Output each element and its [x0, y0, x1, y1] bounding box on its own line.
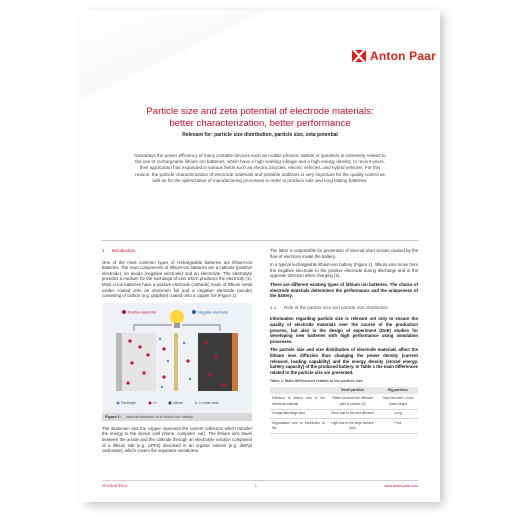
document-title: [108, 106, 412, 130]
intro-paragraph-1: One of the most common types of rechargeable batteries are lithium-ion batteries. The main components of lithium-ion batteries are a cathode (positive electrode), an anode (negative electrode) and an electrolyte. The electrolyte provides a medium for the exchange of ions which produces the electricity (1). Most Li-ion batteries have a positive electrode (cathode) made of lithium metal oxides coated onto an aluminum foil and a negative electrode (anode) consisting of carbon (e.g. graphite) coated onto a copper foil (Figure 1).: [102, 259, 252, 299]
right-paragraph-5: The particle size and size distribution of electrode materials affect the lithium ions diffusion thus changing the power density (current released, loading capability) and the energy density (stored energy, battery capacity) of the produced battery. In Table 1 the main differences related to the particle size are presented.: [270, 347, 418, 375]
copper-collector: [232, 333, 238, 391]
intro-paragraph-2: The aluminum and the copper represent the current collectors which transfer the energy to the device (cell phone, computer, car). The lithium ions travel between the anode and the cathode through an electrolyte solution composed of a lithium salt (e.g. LiPF6) dissolved in an organic solvent (e.g. diethyl carbonate), which covers the separator membrane.: [102, 425, 252, 454]
title-line-2: better characterization, better performance: [169, 118, 351, 129]
figure-1: [102, 303, 252, 413]
brand-name: Anton Paar: [370, 49, 437, 63]
key-metal-oxide: Li metal oxide: [199, 400, 219, 405]
key-lithium: Lithium: [173, 400, 184, 405]
page-corner-shading: [80, 10, 270, 100]
abstract: Nowadays the power efficiency of many portable devices such as mobile phones, tablets or speakers is extremely related to the use of rechargeable lithium-ion batteries, which have a high working voltage and a high energy density. In recent years, their application has expanded in various fields such as electric bicycles, electric vehicles, and hybrid vehicles. For this reason, the particle characterization of electrode materials and possible additives is very important for the quality control as well as for the optimization of manufacturing processes in order to produce safe and long lasting batteries.: [134, 153, 386, 183]
footer-page-number: 1: [254, 484, 257, 488]
table-header-cell: [270, 387, 327, 395]
right-paragraph-2: In a typical rechargeable lithium-ion battery (Figure 1), lithium ions move from the negative electrode to the positive electrode during discharge and in the opposite direction when charging (2).: [270, 262, 418, 279]
brand-logo: [352, 49, 436, 63]
section-heading: [102, 248, 252, 254]
table-header-cell: Small particles: [327, 387, 378, 395]
legend-positive: Positive electrode: [128, 310, 157, 315]
subsection-title: Role of the particle size and particle size distribution: [284, 304, 388, 310]
particle-size-table: [270, 387, 418, 435]
table-row: [270, 394, 418, 409]
key-electrolyte: Electrolyte: [121, 400, 136, 405]
figure-caption-text: Internal structure of a lithium-ion battery: [126, 414, 193, 419]
relevant-for: Relevant for: particle size distribution, particle size, zeta potential: [182, 132, 338, 138]
left-column: [102, 248, 252, 457]
table-header-cell: Big particles: [378, 387, 418, 395]
right-paragraph-3: There are different existing types of lithium ion batteries. The choice of electrode materials determines the performance and the uniqueness of the battery.: [270, 281, 418, 299]
footer-divider: [102, 480, 418, 481]
table-row: [270, 409, 418, 419]
table-cell: Charge/discharge time: [270, 409, 327, 419]
figure-caption: [102, 413, 252, 421]
footer-website-link[interactable]: www.anton-paar.com: [384, 484, 418, 488]
battery-diagram: [102, 303, 252, 413]
anode-layer: [198, 333, 232, 391]
table-cell: Slow because Li ions travel longer: [378, 394, 418, 409]
positive-legend-dot: [122, 310, 126, 314]
separator-membrane: [174, 333, 178, 391]
right-paragraph-1: The latter is responsible for prevention of internal short circuits caused by the flow of electrons inside the battery.: [270, 248, 418, 259]
aluminum-collector: [116, 333, 122, 391]
key-li-ion: Li+: [153, 400, 158, 405]
right-column: [270, 248, 418, 434]
table-cell: Short due to the fast diffusion: [327, 409, 378, 419]
subsection-number: 1.1: [270, 304, 277, 310]
legend-negative: Negative electrode: [198, 310, 228, 315]
table-cell: Poor: [378, 419, 418, 434]
table-title: Table 1: Main differences related to the particle size: [270, 379, 363, 384]
table-cell: High due to the large surface area: [327, 419, 378, 434]
anton-paar-mark-icon: [352, 50, 366, 62]
table-cell: Diffusion of lithium ions in the electrode material: [270, 394, 327, 409]
section-divider: [102, 240, 418, 241]
negative-legend-dot: [192, 310, 196, 314]
title-line-1: Particle size and zeta potential of electrode materials:: [146, 106, 374, 117]
section-number: 1: [102, 248, 105, 253]
figure-caption-label: Figure 1:: [105, 414, 122, 419]
table-cell: Faster because the diffusion path is shorter (3): [327, 394, 378, 409]
subsection-heading: [270, 305, 418, 311]
light-bulb-icon: [170, 310, 184, 324]
section-title: Introduction: [111, 248, 136, 253]
right-paragraph-4: Information regarding particle size is relevant not only to ensure the quality of electrode materials over the course of the production process, but also in the design of experiment (DoE) studies for developing new batteries with high performance using simulation processes.: [270, 316, 418, 344]
table-cell: Degradation due to interaction of the: [270, 419, 327, 434]
table-row: [270, 419, 418, 434]
document-page: [80, 10, 440, 502]
footer-doc-code: XPCIA007EN-A: [102, 484, 128, 488]
page-footer: [102, 484, 418, 488]
table-cell: Long: [378, 409, 418, 419]
